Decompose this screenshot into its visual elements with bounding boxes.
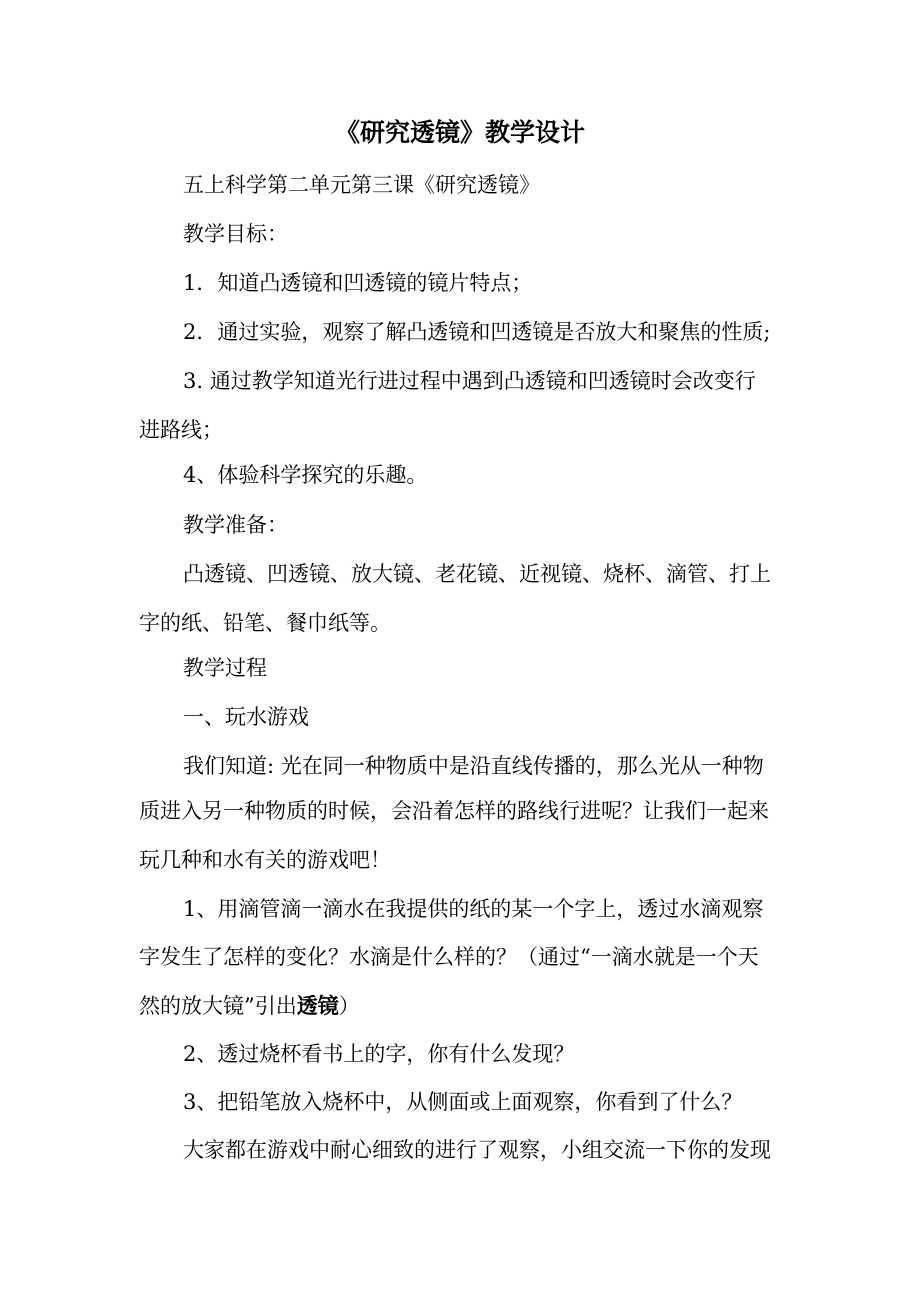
intro-line-1: 我们知道: 光在同一种物质中是沿直线传播的，那么光从一种物 xyxy=(183,754,764,778)
prep-heading: 教学准备： xyxy=(183,513,288,537)
process-heading: 教学过程 xyxy=(183,656,267,680)
game-1-line-2: 字发生了怎样的变化？水滴是什么样的？（通过“一滴水就是一个天 xyxy=(139,945,759,969)
prep-line-2: 字的纸、铅笔、餐巾纸等。 xyxy=(139,611,391,635)
closing-text: 大家都在游戏中耐心细致的进行了观察，小组交流一下你的发现 xyxy=(183,1138,771,1162)
subtitle: 五上科学第二单元第三课《研究透镜》 xyxy=(183,173,540,197)
intro-line-2: 质进入另一种物质的时候，会沿着怎样的路线行进呢？让我们一起来 xyxy=(139,799,769,823)
game-3: 3、把铅笔放入烧杯中，从侧面或上面观察，你看到了什么？ xyxy=(183,1090,743,1114)
intro-line-3: 玩几种和水有关的游戏吧！ xyxy=(139,848,391,872)
section-1-heading: 一、玩水游戏 xyxy=(183,705,309,729)
prep-line-1: 凸透镜、凹透镜、放大镜、老花镜、近视镜、烧杯、滴管、打上 xyxy=(183,562,771,586)
game-1-line-1: 1、用滴管滴一滴水在我提供的纸的某一个字上，透过水滴观察 xyxy=(183,897,764,921)
keyword-lens: 透镜 xyxy=(296,993,339,1018)
document-title: 《研究透镜》教学设计 xyxy=(334,118,585,147)
goal-3-line-1: 3. 通过教学知道光行进过程中遇到凸透镜和凹透镜时会改变行 xyxy=(183,369,756,393)
game-2: 2、透过烧杯看书上的字，你有什么发现？ xyxy=(183,1042,575,1066)
game-1-line-3 xyxy=(139,993,360,1019)
goal-2: 2．通过实验，观察了解凸透镜和凹透镜是否放大和聚焦的性质; xyxy=(183,320,771,344)
goals-heading: 教学目标： xyxy=(183,222,288,246)
goal-1: 1．知道凸透镜和凹透镜的镜片特点； xyxy=(183,271,533,295)
goal-4: 4、体验科学探究的乐趣。 xyxy=(183,463,428,487)
game-1-line-3-close: ） xyxy=(338,994,360,1018)
goal-3-line-2: 进路线； xyxy=(139,418,223,442)
game-1-line-3-text: 然的放大镜”引出 xyxy=(139,994,297,1018)
